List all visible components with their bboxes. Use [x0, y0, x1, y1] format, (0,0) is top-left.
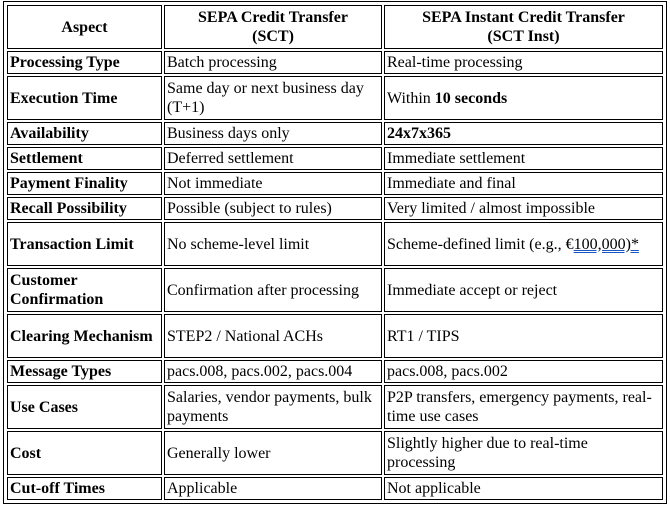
table-row — [7, 477, 663, 500]
aspect-cell: Execution Time — [7, 76, 162, 120]
aspect-cell: Customer Confirmation — [7, 268, 162, 312]
inst-cell: Real-time processing — [384, 51, 663, 74]
sct-cell: Confirmation after processing — [164, 268, 382, 312]
limit-link[interactable]: 100,000)* — [573, 235, 639, 253]
header-aspect: Aspect — [7, 5, 162, 49]
aspect-cell: Payment Finality — [7, 172, 162, 195]
sct-cell: pacs.008, pacs.002, pacs.004 — [164, 360, 382, 383]
inst-cell — [384, 76, 663, 120]
header-sct-line2: (SCT) — [252, 28, 294, 45]
table-row — [7, 385, 663, 429]
sct-cell: Applicable — [164, 477, 382, 500]
table-header-row — [7, 5, 663, 49]
inst-cell — [384, 222, 663, 266]
sepa-comparison-table — [5, 3, 665, 502]
inst-text: Scheme-defined limit (e.g., € — [387, 235, 574, 253]
sct-cell: Possible (subject to rules) — [164, 197, 382, 220]
aspect-cell: Recall Possibility — [7, 197, 162, 220]
header-inst-line2: (SCT Inst) — [487, 28, 560, 45]
inst-cell: Immediate and final — [384, 172, 663, 195]
table-row — [7, 147, 663, 170]
aspect-cell: Clearing Mechanism — [7, 314, 162, 358]
sct-cell: Same day or next business day (T+1) — [164, 76, 382, 120]
table-row — [7, 222, 663, 266]
header-inst-line1: SEPA Instant Credit Transfer — [422, 9, 625, 26]
sct-cell: Salaries, vendor payments, bulk payments — [164, 385, 382, 429]
inst-cell: pacs.008, pacs.002 — [384, 360, 663, 383]
aspect-cell: Processing Type — [7, 51, 162, 74]
sct-cell: Batch processing — [164, 51, 382, 74]
inst-cell: Not applicable — [384, 477, 663, 500]
aspect-cell: Transaction Limit — [7, 222, 162, 266]
comparison-table-container — [3, 1, 667, 504]
table-row — [7, 268, 663, 312]
header-sct-line1: SEPA Credit Transfer — [198, 9, 348, 26]
aspect-cell: Use Cases — [7, 385, 162, 429]
aspect-cell: Availability — [7, 122, 162, 145]
aspect-cell: Cost — [7, 431, 162, 475]
sct-cell: Not immediate — [164, 172, 382, 195]
sct-cell: Generally lower — [164, 431, 382, 475]
inst-cell: Immediate settlement — [384, 147, 663, 170]
inst-cell: RT1 / TIPS — [384, 314, 663, 358]
sct-cell: No scheme-level limit — [164, 222, 382, 266]
inst-cell: Immediate accept or reject — [384, 268, 663, 312]
sct-cell: Business days only — [164, 122, 382, 145]
table-row — [7, 314, 663, 358]
inst-cell: Slightly higher due to real-time processing — [384, 431, 663, 475]
table-row — [7, 431, 663, 475]
inst-text: Within — [387, 89, 435, 107]
table-row — [7, 76, 663, 120]
table-row — [7, 122, 663, 145]
inst-cell: Very limited / almost impossible — [384, 197, 663, 220]
aspect-cell: Settlement — [7, 147, 162, 170]
inst-cell: 24x7x365 — [384, 122, 663, 145]
table-row — [7, 197, 663, 220]
header-sct — [164, 5, 382, 49]
header-sct-inst — [384, 5, 663, 49]
table-row — [7, 172, 663, 195]
sct-cell: Deferred settlement — [164, 147, 382, 170]
table-row — [7, 51, 663, 74]
aspect-cell: Cut-off Times — [7, 477, 162, 500]
inst-bold-text: 10 seconds — [434, 89, 508, 107]
sct-cell: STEP2 / National ACHs — [164, 314, 382, 358]
table-row — [7, 360, 663, 383]
aspect-cell: Message Types — [7, 360, 162, 383]
inst-cell: P2P transfers, emergency payments, real-time use cases — [384, 385, 663, 429]
